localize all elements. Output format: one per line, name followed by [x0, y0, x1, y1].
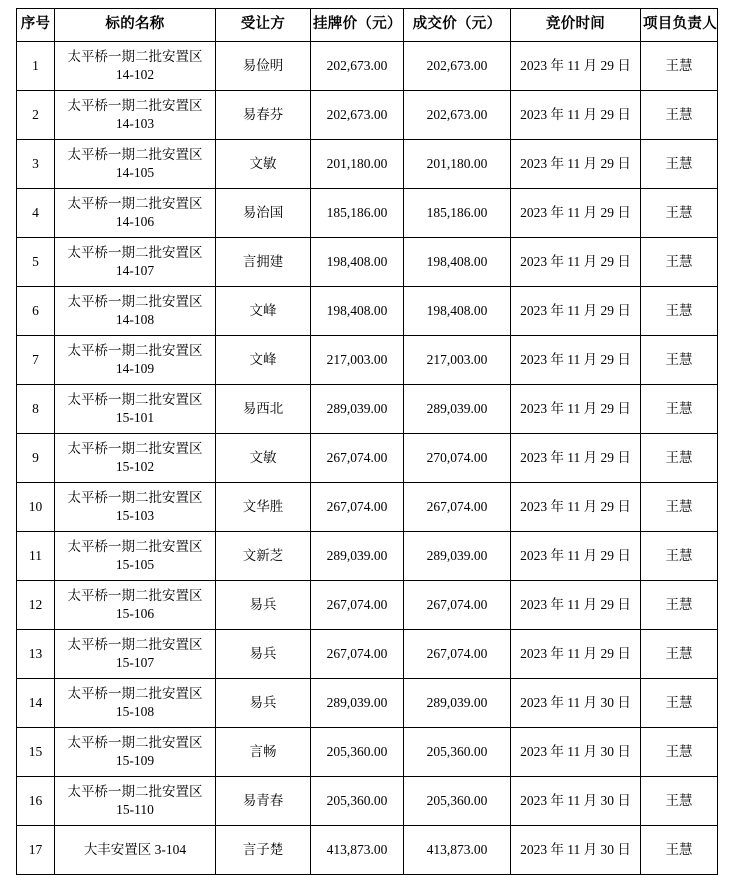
cell-name [55, 189, 216, 238]
cell-deal: 413,873.00 [404, 826, 511, 875]
cell-time: 2023 年 11 月 29 日 [511, 385, 641, 434]
cell-time: 2023 年 11 月 29 日 [511, 336, 641, 385]
cell-owner: 王慧 [641, 532, 718, 581]
cell-name-line-1: 太平桥一期二批安置区 [67, 293, 203, 309]
cell-name-line-2: 14-105 [115, 165, 155, 180]
cell-name-line-2: 14-102 [115, 67, 155, 82]
cell-deal: 202,673.00 [404, 42, 511, 91]
table-row [17, 91, 718, 140]
cell-name-line-1: 太平桥一期二批安置区 [67, 146, 203, 162]
cell-index: 14 [17, 679, 55, 728]
cell-index: 1 [17, 42, 55, 91]
cell-buyer: 言子楚 [216, 826, 311, 875]
cell-deal: 185,186.00 [404, 189, 511, 238]
table-header [17, 9, 718, 42]
header-row [17, 9, 718, 42]
cell-name [55, 140, 216, 189]
cell-name-line-2: 14-106 [115, 214, 155, 229]
cell-listing: 289,039.00 [311, 532, 404, 581]
cell-owner: 王慧 [641, 826, 718, 875]
table-row [17, 581, 718, 630]
cell-listing: 198,408.00 [311, 287, 404, 336]
cell-owner: 王慧 [641, 42, 718, 91]
cell-owner: 王慧 [641, 777, 718, 826]
cell-buyer: 文华胜 [216, 483, 311, 532]
cell-owner: 王慧 [641, 581, 718, 630]
table-row [17, 728, 718, 777]
cell-index: 10 [17, 483, 55, 532]
cell-listing: 205,360.00 [311, 777, 404, 826]
cell-name [55, 728, 216, 777]
column-header-time: 竞价时间 [511, 9, 641, 42]
cell-name-line-2: 15-105 [115, 557, 155, 572]
cell-name [55, 336, 216, 385]
table-row [17, 336, 718, 385]
cell-deal: 201,180.00 [404, 140, 511, 189]
table-row [17, 385, 718, 434]
cell-owner: 王慧 [641, 483, 718, 532]
cell-name [55, 385, 216, 434]
cell-listing: 413,873.00 [311, 826, 404, 875]
column-header-index: 序号 [17, 9, 55, 42]
cell-name [55, 532, 216, 581]
cell-time: 2023 年 11 月 29 日 [511, 189, 641, 238]
cell-buyer: 言拥建 [216, 238, 311, 287]
cell-owner: 王慧 [641, 140, 718, 189]
cell-name-line-2: 15-110 [116, 802, 154, 817]
cell-name [55, 434, 216, 483]
cell-index: 15 [17, 728, 55, 777]
cell-name-line-2: 15-103 [115, 508, 155, 523]
cell-name [55, 287, 216, 336]
cell-index: 11 [17, 532, 55, 581]
cell-deal: 198,408.00 [404, 287, 511, 336]
cell-name-line-2: 14-109 [115, 361, 155, 376]
cell-name [55, 42, 216, 91]
table-container [16, 8, 717, 875]
cell-name-line-1: 太平桥一期二批安置区 [67, 734, 203, 750]
cell-name-line-1: 太平桥一期二批安置区 [67, 489, 203, 505]
table-row [17, 238, 718, 287]
cell-deal: 289,039.00 [404, 385, 511, 434]
cell-index: 12 [17, 581, 55, 630]
cell-name [55, 777, 216, 826]
cell-owner: 王慧 [641, 385, 718, 434]
cell-time: 2023 年 11 月 30 日 [511, 728, 641, 777]
cell-name-line-1: 太平桥一期二批安置区 [67, 244, 203, 260]
column-header-name: 标的名称 [55, 9, 216, 42]
cell-name-line-1: 太平桥一期二批安置区 [67, 48, 203, 64]
cell-buyer: 易春芬 [216, 91, 311, 140]
cell-listing: 267,074.00 [311, 483, 404, 532]
cell-index: 2 [17, 91, 55, 140]
cell-deal: 267,074.00 [404, 483, 511, 532]
cell-owner: 王慧 [641, 287, 718, 336]
cell-time: 2023 年 11 月 30 日 [511, 679, 641, 728]
cell-time: 2023 年 11 月 30 日 [511, 777, 641, 826]
cell-deal: 267,074.00 [404, 630, 511, 679]
table-row [17, 140, 718, 189]
cell-listing: 185,186.00 [311, 189, 404, 238]
table-row [17, 777, 718, 826]
cell-name-line-2: 15-109 [115, 753, 155, 768]
cell-buyer: 易青春 [216, 777, 311, 826]
cell-listing: 289,039.00 [311, 385, 404, 434]
cell-name-line-2: 14-107 [115, 263, 155, 278]
cell-time: 2023 年 11 月 29 日 [511, 483, 641, 532]
cell-buyer: 易俭明 [216, 42, 311, 91]
cell-owner: 王慧 [641, 238, 718, 287]
cell-owner: 王慧 [641, 728, 718, 777]
cell-time: 2023 年 11 月 29 日 [511, 532, 641, 581]
column-header-owner: 项目负责人 [641, 9, 718, 42]
cell-buyer: 易兵 [216, 581, 311, 630]
cell-name [55, 826, 216, 875]
cell-listing: 205,360.00 [311, 728, 404, 777]
cell-deal: 205,360.00 [404, 728, 511, 777]
column-header-listing: 挂牌价（元） [311, 9, 404, 42]
cell-buyer: 易兵 [216, 630, 311, 679]
cell-owner: 王慧 [641, 91, 718, 140]
cell-deal: 267,074.00 [404, 581, 511, 630]
cell-buyer: 言畅 [216, 728, 311, 777]
cell-buyer: 易兵 [216, 679, 311, 728]
cell-time: 2023 年 11 月 29 日 [511, 238, 641, 287]
cell-listing: 289,039.00 [311, 679, 404, 728]
cell-deal: 202,673.00 [404, 91, 511, 140]
cell-time: 2023 年 11 月 29 日 [511, 42, 641, 91]
cell-time: 2023 年 11 月 29 日 [511, 630, 641, 679]
column-header-deal: 成交价（元） [404, 9, 511, 42]
cell-name-line-2: 15-102 [115, 459, 155, 474]
cell-index: 16 [17, 777, 55, 826]
cell-deal: 289,039.00 [404, 679, 511, 728]
cell-buyer: 文敏 [216, 434, 311, 483]
cell-name [55, 679, 216, 728]
cell-name-line-1: 太平桥一期二批安置区 [67, 685, 203, 701]
cell-name-line-1: 太平桥一期二批安置区 [67, 783, 203, 799]
cell-time: 2023 年 11 月 29 日 [511, 140, 641, 189]
cell-deal: 289,039.00 [404, 532, 511, 581]
table-row [17, 287, 718, 336]
cell-name-line-1: 太平桥一期二批安置区 [67, 195, 203, 211]
table-row [17, 42, 718, 91]
cell-name-line-1: 太平桥一期二批安置区 [67, 587, 203, 603]
cell-index: 4 [17, 189, 55, 238]
cell-time: 2023 年 11 月 29 日 [511, 581, 641, 630]
cell-name-line-2: 15-108 [115, 704, 155, 719]
cell-name-line-1: 太平桥一期二批安置区 [67, 440, 203, 456]
cell-name-line-2: 14-103 [115, 116, 155, 131]
cell-listing: 198,408.00 [311, 238, 404, 287]
cell-listing: 267,074.00 [311, 581, 404, 630]
cell-time: 2023 年 11 月 29 日 [511, 91, 641, 140]
column-header-buyer: 受让方 [216, 9, 311, 42]
table-row [17, 189, 718, 238]
cell-name-line-1: 太平桥一期二批安置区 [67, 538, 203, 554]
cell-name-line-1: 太平桥一期二批安置区 [67, 97, 203, 113]
cell-owner: 王慧 [641, 434, 718, 483]
table-row [17, 483, 718, 532]
cell-index: 9 [17, 434, 55, 483]
cell-buyer: 文新芝 [216, 532, 311, 581]
cell-buyer: 易治国 [216, 189, 311, 238]
cell-name [55, 483, 216, 532]
cell-buyer: 易西北 [216, 385, 311, 434]
cell-owner: 王慧 [641, 189, 718, 238]
cell-listing: 201,180.00 [311, 140, 404, 189]
table-row [17, 434, 718, 483]
cell-listing: 267,074.00 [311, 630, 404, 679]
table-row [17, 826, 718, 875]
cell-listing: 217,003.00 [311, 336, 404, 385]
cell-name [55, 238, 216, 287]
cell-listing: 267,074.00 [311, 434, 404, 483]
cell-buyer: 文峰 [216, 336, 311, 385]
cell-buyer: 文敏 [216, 140, 311, 189]
cell-name-line-2: 15-106 [115, 606, 155, 621]
table-row [17, 630, 718, 679]
cell-name [55, 581, 216, 630]
cell-listing: 202,673.00 [311, 91, 404, 140]
cell-index: 8 [17, 385, 55, 434]
cell-name-line-1: 太平桥一期二批安置区 [67, 636, 203, 652]
table-row [17, 679, 718, 728]
cell-index: 7 [17, 336, 55, 385]
cell-owner: 王慧 [641, 679, 718, 728]
cell-name-line-2: 14-108 [115, 312, 155, 327]
cell-name-line-1: 大丰安置区 3-104 [83, 841, 187, 857]
cell-index: 6 [17, 287, 55, 336]
auction-results-table [16, 8, 718, 875]
cell-index: 3 [17, 140, 55, 189]
cell-name-line-2: 15-107 [115, 655, 155, 670]
cell-name-line-1: 太平桥一期二批安置区 [67, 391, 203, 407]
cell-name [55, 91, 216, 140]
cell-owner: 王慧 [641, 630, 718, 679]
cell-time: 2023 年 11 月 29 日 [511, 434, 641, 483]
table-row [17, 532, 718, 581]
cell-deal: 217,003.00 [404, 336, 511, 385]
cell-buyer: 文峰 [216, 287, 311, 336]
cell-index: 17 [17, 826, 55, 875]
cell-index: 13 [17, 630, 55, 679]
cell-name-line-2: 15-101 [115, 410, 155, 425]
cell-name [55, 630, 216, 679]
cell-owner: 王慧 [641, 336, 718, 385]
cell-name-line-1: 太平桥一期二批安置区 [67, 342, 203, 358]
cell-deal: 198,408.00 [404, 238, 511, 287]
cell-time: 2023 年 11 月 29 日 [511, 287, 641, 336]
cell-listing: 202,673.00 [311, 42, 404, 91]
cell-deal: 270,074.00 [404, 434, 511, 483]
cell-index: 5 [17, 238, 55, 287]
cell-deal: 205,360.00 [404, 777, 511, 826]
table-body [17, 42, 718, 875]
cell-time: 2023 年 11 月 30 日 [511, 826, 641, 875]
